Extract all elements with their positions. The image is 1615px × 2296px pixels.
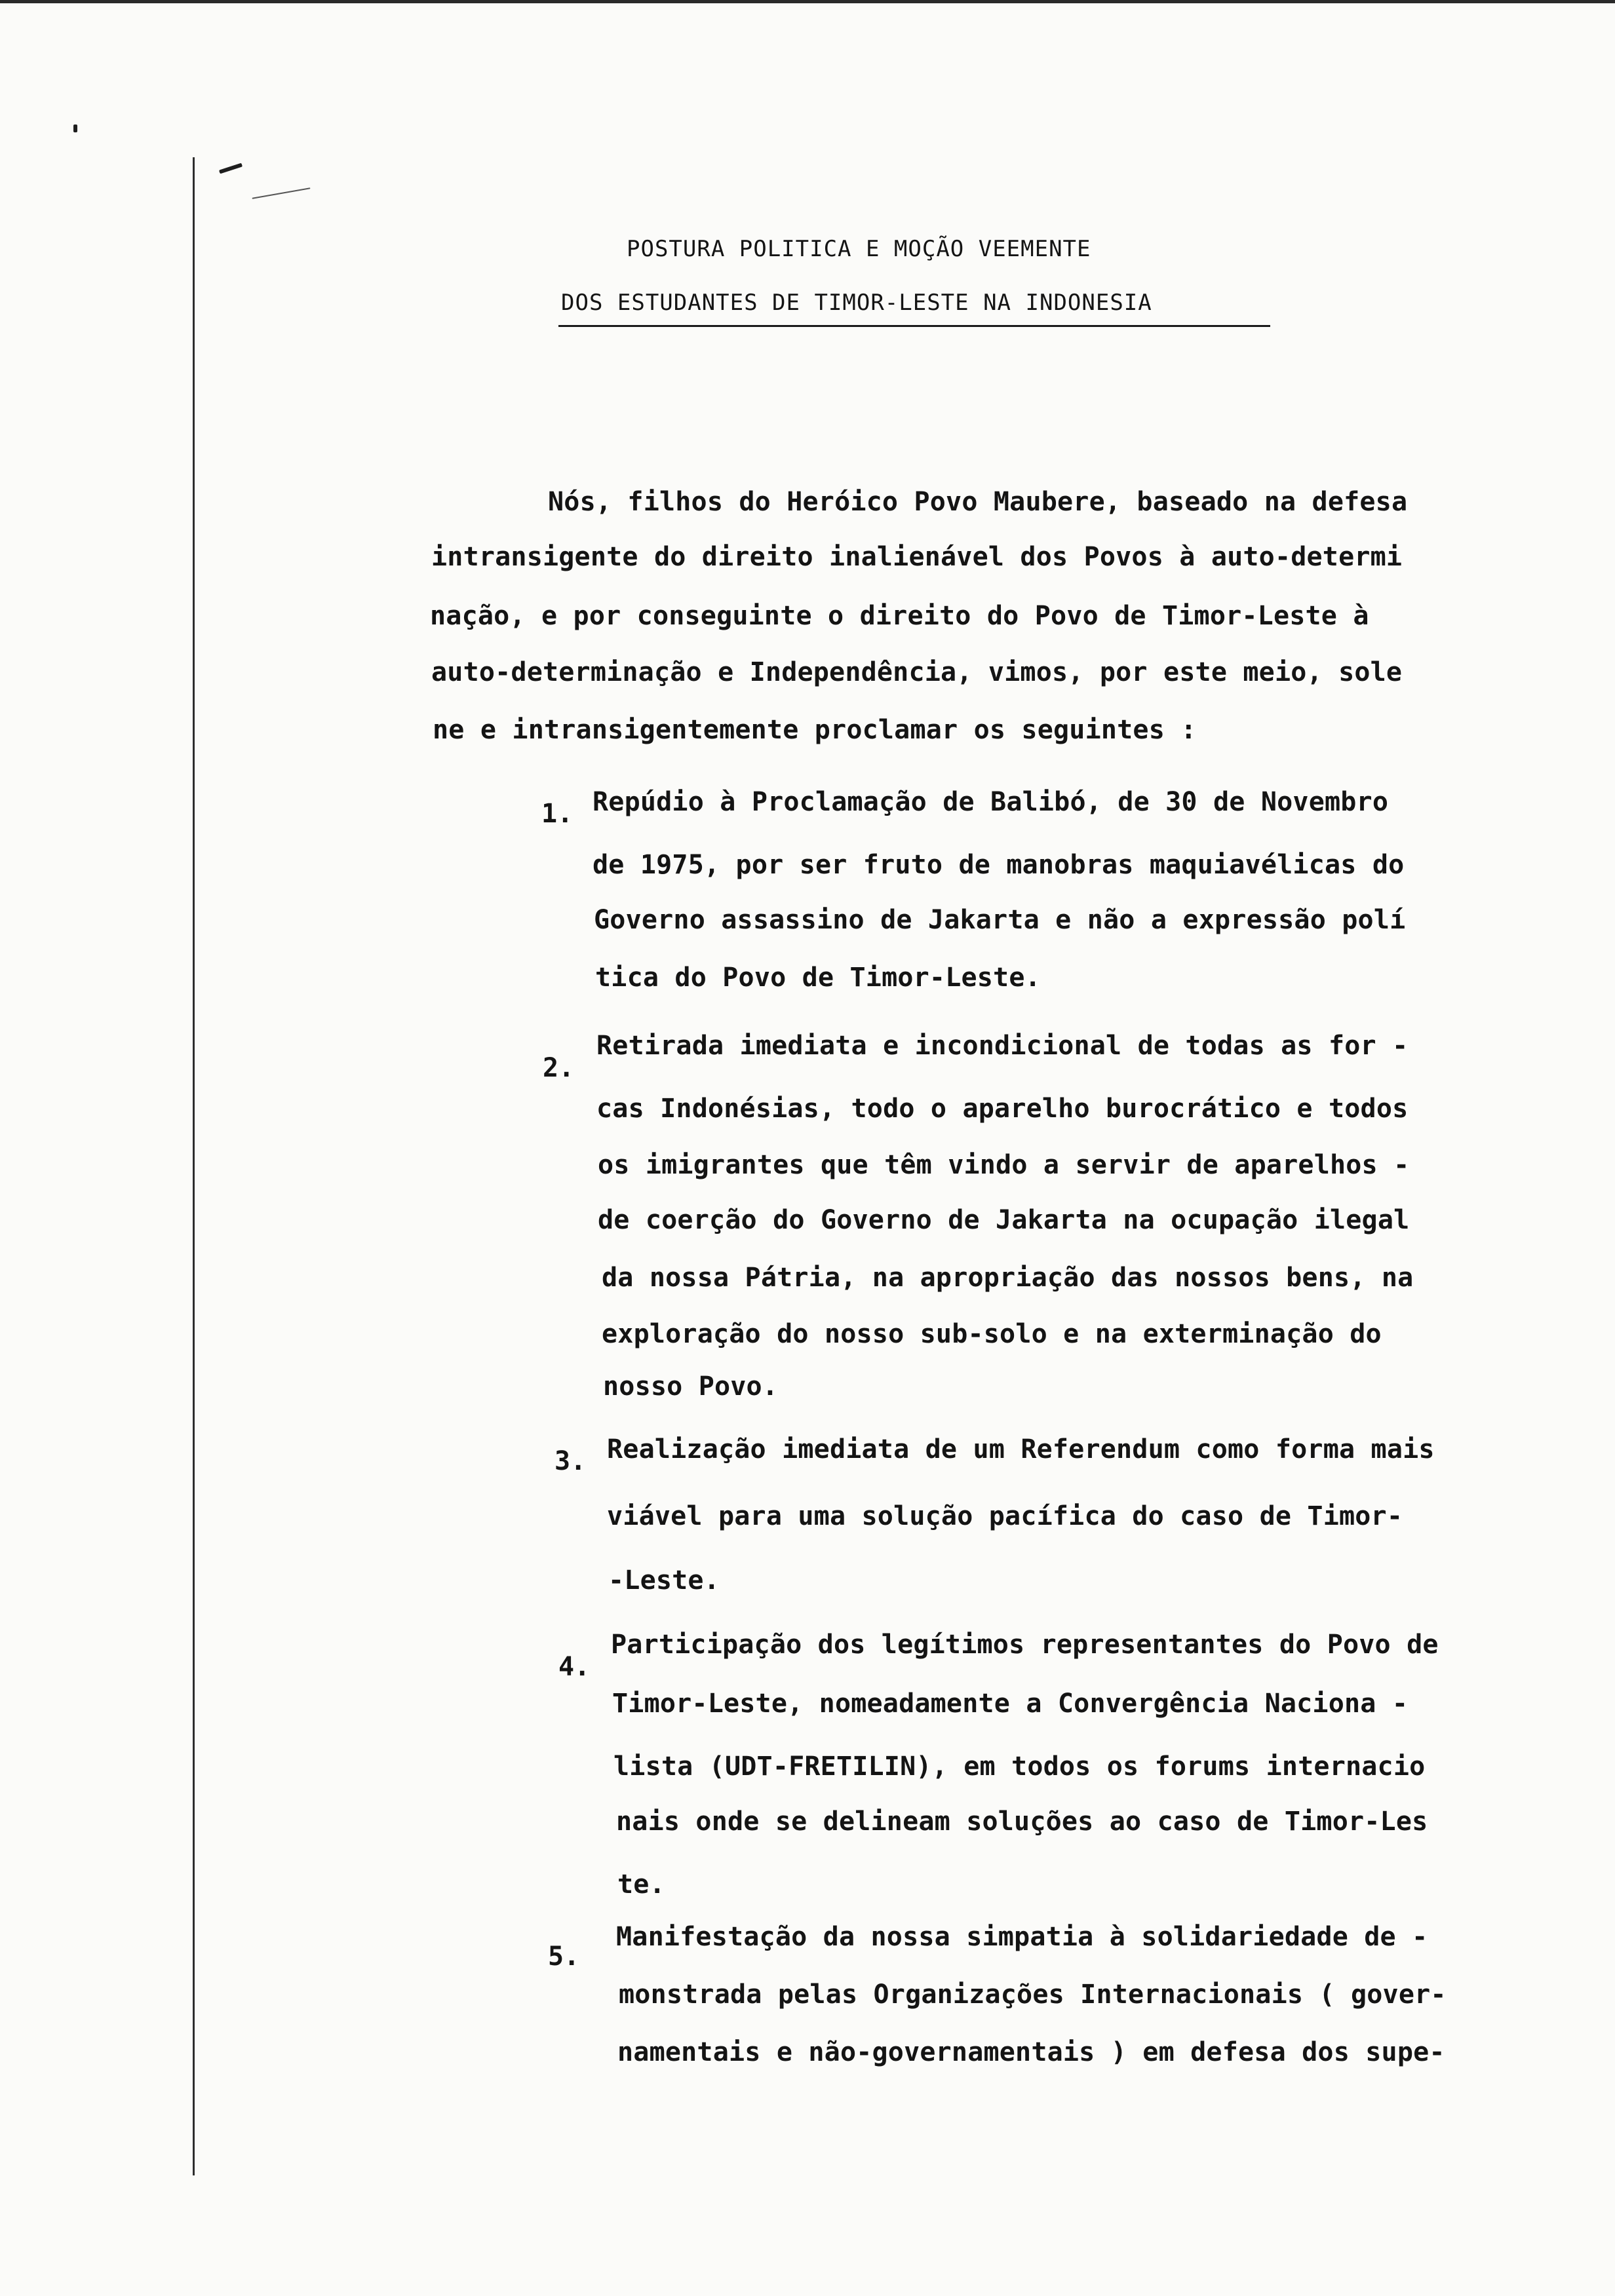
item-line: Realização imediata de um Referendum como forma mais [607, 1434, 1435, 1464]
item-line: Manifestação da nossa simpatia à solidariedade de - [616, 1922, 1428, 1952]
item-line: exploração do nosso sub-solo e na exterminação do [602, 1319, 1382, 1349]
item-line: viável para uma solução pacífica do caso de Timor- [607, 1501, 1403, 1531]
item-line: Timor-Leste, nomeadamente a Convergência Naciona - [612, 1689, 1409, 1719]
item-line: nosso Povo. [603, 1371, 779, 1402]
item-line: tica do Povo de Timor-Leste. [595, 963, 1041, 993]
item-line: -Leste. [608, 1565, 720, 1596]
intro-line: auto-determinação e Independência, vimos, por este meio, sole [431, 657, 1403, 687]
item-number: 1. [541, 799, 574, 829]
item-line: cas Indonésias, todo o aparelho burocrático e todos [596, 1094, 1409, 1124]
item-line: Retirada imediata e incondicional de todas as for - [596, 1031, 1409, 1061]
item-line: nais onde se delineam soluções ao caso de Timor-Les [616, 1807, 1428, 1837]
intro-line: intransigente do direito inalienável dos Povos à auto-determi [431, 542, 1403, 572]
item-line: te. [617, 1869, 665, 1900]
item-line: os imigrantes que têm vindo a servir de aparelhos - [598, 1150, 1410, 1180]
item-number: 5. [548, 1942, 580, 1972]
item-line: monstrada pelas Organizações Internacionais ( gover- [619, 1980, 1447, 2010]
pen-mark [219, 163, 243, 174]
item-line: namentais e não-governamentais ) em defesa dos supe- [617, 2037, 1445, 2067]
item-number: 3. [555, 1446, 587, 1476]
intro-line: ne e intransigentemente proclamar os seguintes : [433, 715, 1197, 745]
item-number: 4. [558, 1652, 591, 1682]
item-line: Repúdio à Proclamação de Balibó, de 30 de Novembro [593, 787, 1389, 817]
intro-line: Nós, filhos do Heróico Povo Maubere, baseado na defesa [548, 487, 1408, 517]
item-line: de coerção do Governo de Jakarta na ocupação ilegal [598, 1205, 1410, 1235]
item-line: Participação dos legítimos representantes do Povo de [611, 1630, 1439, 1660]
ink-speck [73, 124, 77, 132]
document-title-line-2: DOS ESTUDANTES DE TIMOR-LESTE NA INDONESIA [561, 290, 1152, 316]
item-line: lista (UDT-FRETILIN), em todos os forums internacio [613, 1751, 1426, 1782]
intro-line: nação, e por conseguinte o direito do Povo de Timor-Leste à [430, 601, 1369, 631]
item-line: Governo assassino de Jakarta e não a expressão polí [594, 905, 1406, 935]
top-edge-rule [0, 0, 1615, 3]
item-line: de 1975, por ser fruto de manobras maquiavélicas do [593, 850, 1405, 880]
item-line: da nossa Pátria, na apropriação das nossos bens, na [602, 1263, 1414, 1293]
document-title-line-1: POSTURA POLITICA E MOÇÃO VEEMENTE [627, 236, 1091, 262]
item-number: 2. [543, 1053, 575, 1083]
title-underline [558, 325, 1270, 327]
pen-dash [252, 187, 311, 199]
left-margin-line [193, 157, 195, 2175]
